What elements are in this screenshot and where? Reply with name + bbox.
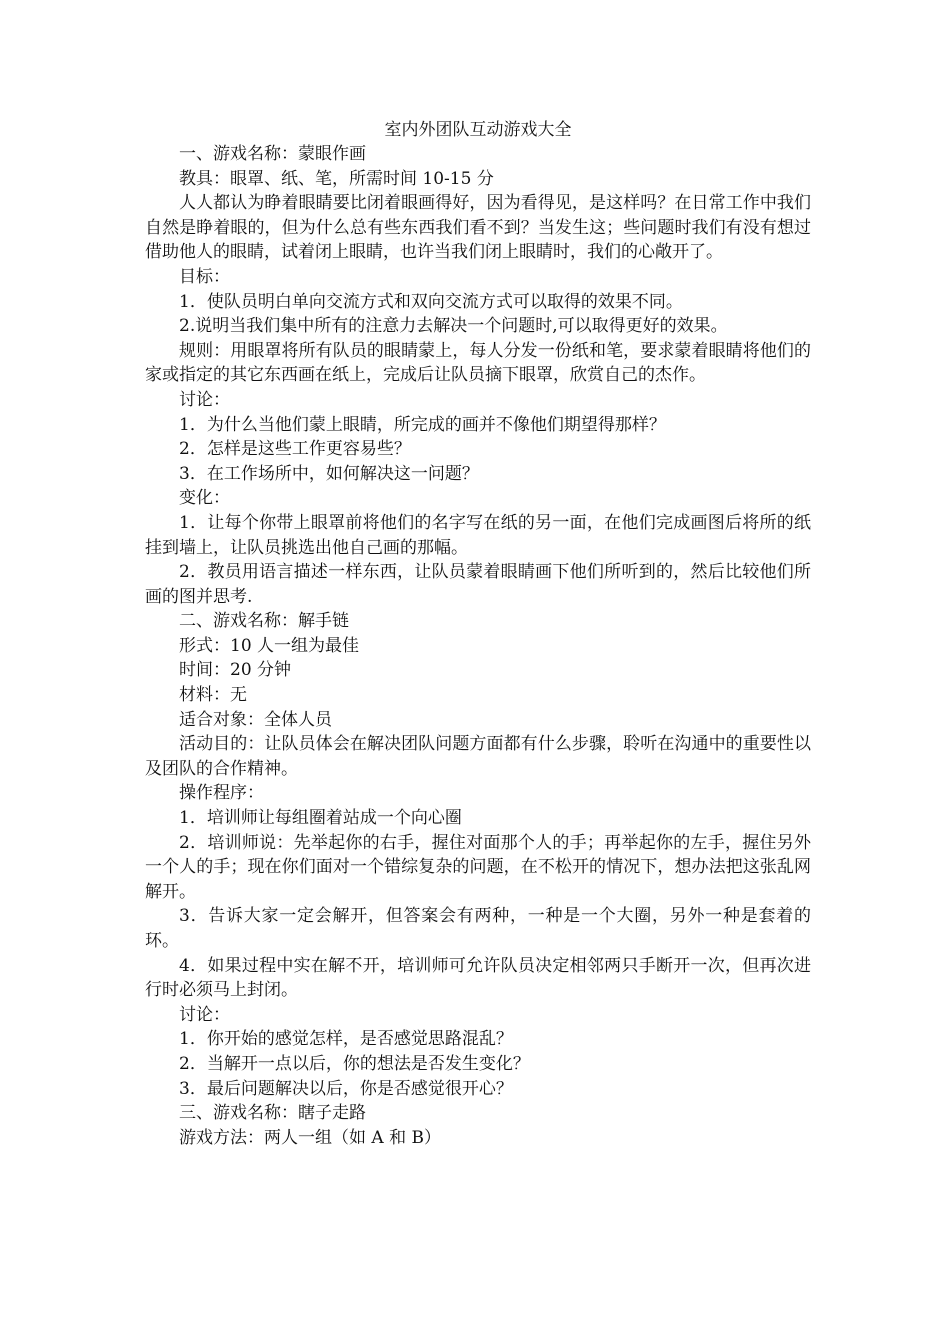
paragraph: 讨论：	[179, 1004, 230, 1025]
paragraph: 三、游戏名称：瞎子走路	[179, 1103, 366, 1124]
paragraph: 2.说明当我们集中所有的注意力去解决一个问题时,可以取得更好的效果。	[179, 316, 728, 337]
paragraph: 游戏方法：两人一组（如 A 和 B）	[179, 1127, 441, 1148]
paragraph: 2．怎样是这些工作更容易些？	[179, 439, 411, 460]
paragraph: 材料：无	[179, 685, 247, 706]
paragraph: 形式：10 人一组为最佳	[179, 635, 360, 656]
paragraph: 讨论：	[179, 389, 230, 410]
paragraph: 人人都认为睁着眼睛要比闭着眼画得好，因为看得见，是这样吗？在日常工作中我们自然是睁着眼的，但为什么总有些东西我们看不到？当发生这；些问题时我们有没有想过借助他人的眼睛，试着闭上眼睛，也许当我们闭上眼睛时，我们的心敞开了。	[145, 193, 811, 263]
paragraph: 1．为什么当他们蒙上眼睛，所完成的画并不像他们期望得那样？	[179, 414, 666, 435]
paragraph: 规则：用眼罩将所有队员的眼睛蒙上，每人分发一份纸和笔，要求蒙着眼睛将他们的家或指定的其它东西画在纸上，完成后让队员摘下眼罩，欣赏自己的杰作。	[145, 340, 811, 386]
paragraph: 1．让每个你带上眼罩前将他们的名字写在纸的另一面，在他们完成画图后将所的纸挂到墙上，让队员挑选出他自己画的那幅。	[145, 512, 811, 558]
paragraph: 4．如果过程中实在解不开，培训师可允许队员决定相邻两只手断开一次，但再次进行时必须马上封闭。	[145, 955, 811, 1001]
paragraph: 2．教员用语言描述一样东西，让队员蒙着眼睛画下他们所听到的，然后比较他们所画的图并思考.	[145, 562, 811, 607]
paragraph: 教具：眼罩、纸、笔，所需时间 10-15 分	[179, 168, 494, 189]
paragraph: 变化：	[179, 488, 230, 509]
paragraph: 2．培训师说：先举起你的右手，握住对面那个人的手；再举起你的左手，握住另外一个人的手；现在你们面对一个错综复杂的问题，在不松开的情况下，想办法把这张乱网解开。	[145, 832, 811, 902]
paragraph: 2．当解开一点以后，你的想法是否发生变化？	[179, 1053, 530, 1074]
paragraph: 1．培训师让每组圈着站成一个向心圈	[179, 808, 462, 829]
paragraph: 一、游戏名称：蒙眼作画	[179, 144, 366, 164]
document-page	[145, 118, 811, 1150]
paragraph: 操作程序：	[179, 783, 264, 804]
paragraph: 3．在工作场所中，如何解决这一问题？	[179, 463, 479, 484]
paragraph: 3．告诉大家一定会解开，但答案会有两种，一种是一个大圈，另外一种是套着的环。	[145, 906, 811, 951]
paragraph: 二、游戏名称：解手链	[179, 611, 349, 632]
paragraph: 3．最后问题解决以后，你是否感觉很开心？	[179, 1078, 513, 1099]
document-body	[145, 142, 811, 1150]
paragraph: 活动目的：让队员体会在解决团队问题方面都有什么步骤，聆听在沟通中的重要性以及团队的合作精神。	[145, 734, 811, 779]
paragraph: 目标：	[179, 266, 230, 287]
paragraph: 时间：20 分钟	[179, 660, 292, 681]
paragraph: 适合对象：全体人员	[179, 709, 332, 730]
paragraph: 1．你开始的感觉怎样，是否感觉思路混乱？	[179, 1029, 513, 1050]
document-title: 室内外团队互动游戏大全	[384, 120, 572, 140]
paragraph: 1．使队员明白单向交流方式和双向交流方式可以取得的效果不同。	[179, 291, 683, 312]
